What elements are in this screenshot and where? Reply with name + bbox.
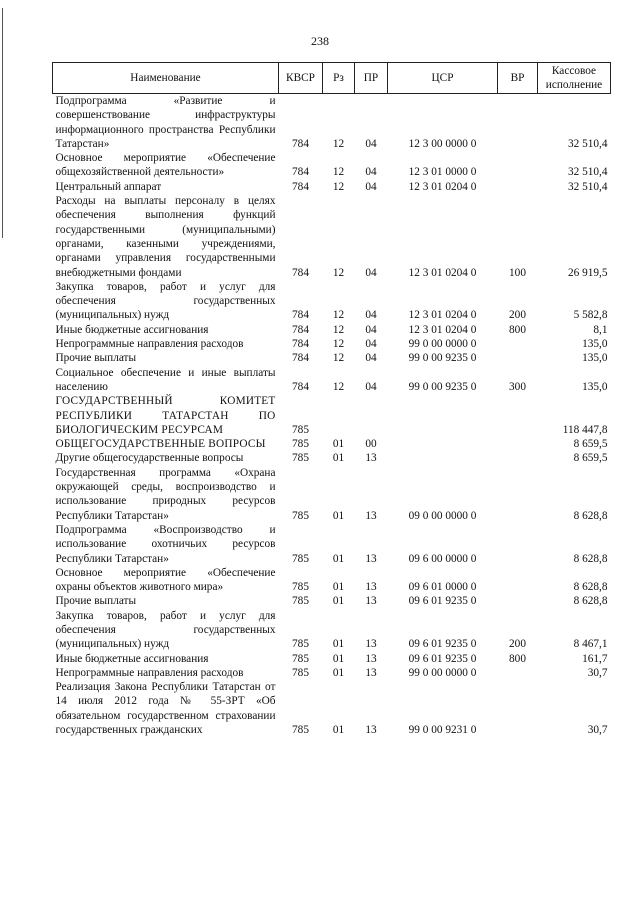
row-csr: 99 0 00 9235 0 bbox=[408, 380, 477, 393]
row-name: Иные бюджетные ассигнования bbox=[55, 652, 209, 665]
table-row bbox=[53, 180, 611, 194]
row-vr: 100 bbox=[509, 266, 526, 279]
table-row bbox=[53, 366, 611, 395]
row-csr: 12 3 00 0000 0 bbox=[408, 137, 477, 150]
row-pr: 04 bbox=[365, 137, 377, 150]
row-amount: 161,7 bbox=[582, 652, 608, 665]
budget-execution-table bbox=[52, 62, 611, 737]
row-pr: 13 bbox=[365, 581, 377, 594]
row-rz: 12 bbox=[332, 266, 345, 279]
table-row bbox=[53, 609, 611, 652]
row-vr bbox=[498, 466, 538, 523]
row-amount: 8 628,8 bbox=[573, 509, 608, 522]
row-vr bbox=[498, 180, 538, 194]
row-vr bbox=[498, 151, 538, 180]
row-pr: 13 bbox=[365, 552, 377, 565]
header-csr: ЦСР bbox=[388, 63, 498, 94]
row-csr: 99 0 00 0000 0 bbox=[408, 666, 477, 679]
row-csr bbox=[388, 437, 498, 451]
row-vr bbox=[498, 94, 538, 152]
table-body bbox=[53, 94, 611, 738]
row-pr: 00 bbox=[365, 438, 377, 451]
table-row bbox=[53, 666, 611, 680]
row-pr: 04 bbox=[365, 309, 377, 322]
row-vr: 300 bbox=[509, 380, 526, 393]
row-name: Непрограммные направления расходов bbox=[55, 338, 244, 351]
row-pr: 13 bbox=[365, 509, 377, 522]
row-csr: 09 0 00 0000 0 bbox=[408, 509, 477, 522]
row-kvsr: 785 bbox=[292, 666, 309, 679]
row-rz: 12 bbox=[332, 338, 345, 351]
row-name: Государственная программа «Охрана окружающей среды, воспроизводство и использование природных ресурсов Республики Татарстан» bbox=[55, 466, 276, 522]
row-rz: 01 bbox=[332, 438, 345, 451]
row-amount: 8 628,8 bbox=[573, 581, 608, 594]
row-name: Иные бюджетные ассигнования bbox=[55, 323, 209, 336]
row-kvsr: 785 bbox=[292, 452, 309, 465]
row-kvsr: 785 bbox=[292, 438, 309, 451]
row-rz bbox=[323, 394, 355, 437]
row-kvsr: 784 bbox=[292, 166, 309, 179]
row-vr bbox=[498, 523, 538, 566]
row-vr bbox=[498, 351, 538, 365]
row-pr: 04 bbox=[365, 180, 377, 193]
row-csr: 12 3 01 0204 0 bbox=[408, 266, 477, 279]
row-kvsr: 784 bbox=[292, 352, 309, 365]
row-amount: 8 628,8 bbox=[573, 552, 608, 565]
row-amount: 8 467,1 bbox=[573, 638, 608, 651]
row-pr bbox=[355, 394, 388, 437]
row-pr: 04 bbox=[365, 323, 377, 336]
row-rz: 01 bbox=[332, 552, 345, 565]
row-rz: 01 bbox=[332, 581, 345, 594]
row-amount: 26 919,5 bbox=[567, 266, 608, 279]
row-csr: 12 3 01 0204 0 bbox=[408, 180, 477, 193]
row-kvsr: 785 bbox=[292, 581, 309, 594]
table-header-row bbox=[53, 63, 611, 94]
row-vr bbox=[498, 451, 538, 465]
row-kvsr: 785 bbox=[292, 509, 309, 522]
row-pr: 13 bbox=[365, 666, 377, 679]
row-pr: 13 bbox=[365, 595, 377, 608]
row-kvsr: 784 bbox=[292, 137, 309, 150]
header-name: Наименование bbox=[53, 63, 279, 94]
row-pr: 04 bbox=[365, 352, 377, 365]
row-kvsr: 784 bbox=[292, 323, 309, 336]
row-pr: 13 bbox=[365, 724, 377, 737]
row-rz: 01 bbox=[332, 638, 345, 651]
row-name: Другие общегосударственные вопросы bbox=[55, 452, 244, 465]
row-pr: 13 bbox=[365, 452, 377, 465]
row-name: Социальное обеспечение и иные выплаты населению bbox=[55, 366, 276, 393]
row-rz: 01 bbox=[332, 666, 345, 679]
row-name: Подпрограмма «Воспроизводство и использование охотничьих ресурсов Республики Татарстан» bbox=[55, 523, 276, 565]
row-rz: 12 bbox=[332, 166, 345, 179]
row-amount: 135,0 bbox=[582, 352, 608, 365]
page-number: 238 bbox=[311, 34, 329, 48]
row-name: Закупка товаров, работ и услуг для обеспечения государственных (муниципальных) нужд bbox=[55, 609, 276, 651]
row-kvsr: 784 bbox=[292, 338, 309, 351]
table-row bbox=[53, 323, 611, 337]
row-name: Прочие выплаты bbox=[55, 595, 137, 608]
row-rz: 12 bbox=[332, 137, 345, 150]
row-rz: 01 bbox=[332, 452, 345, 465]
row-csr: 09 6 01 9235 0 bbox=[408, 638, 477, 651]
row-kvsr: 785 bbox=[292, 652, 309, 665]
table-row bbox=[53, 337, 611, 351]
header-vr: ВР bbox=[498, 63, 538, 94]
row-kvsr: 785 bbox=[292, 724, 309, 737]
header-rz: Рз bbox=[323, 63, 355, 94]
row-name: Реализация Закона Республики Татарстан от 14 июля 2012 года № 55-ЗРТ «Об обязательном государственном страховании государственных гражданских bbox=[55, 681, 276, 737]
row-rz: 12 bbox=[332, 309, 345, 322]
row-rz: 01 bbox=[332, 652, 345, 665]
row-rz: 12 bbox=[332, 180, 345, 193]
table-row bbox=[53, 280, 611, 323]
row-amount: 118 447,8 bbox=[562, 423, 608, 436]
row-amount: 8 659,5 bbox=[573, 438, 608, 451]
row-csr: 99 0 00 0000 0 bbox=[408, 338, 477, 351]
table-row bbox=[53, 94, 611, 152]
row-kvsr: 785 bbox=[292, 595, 309, 608]
row-amount: 32 510,4 bbox=[567, 166, 608, 179]
row-pr: 04 bbox=[365, 380, 377, 393]
row-kvsr: 784 bbox=[292, 266, 309, 279]
row-name: Закупка товаров, работ и услуг для обеспечения государственных (муниципальных) нужд bbox=[55, 280, 276, 322]
row-pr: 04 bbox=[365, 266, 377, 279]
row-vr bbox=[498, 566, 538, 595]
table-row bbox=[53, 151, 611, 180]
row-vr bbox=[498, 666, 538, 680]
row-vr: 800 bbox=[509, 652, 526, 665]
row-vr bbox=[498, 394, 538, 437]
row-rz: 12 bbox=[332, 323, 345, 336]
row-name: ГОСУДАРСТВЕННЫЙ КОМИТЕТ РЕСПУБЛИКИ ТАТАРСТАН ПО БИОЛОГИЧЕСКИМ РЕСУРСАМ bbox=[55, 395, 276, 436]
row-vr: 200 bbox=[509, 638, 526, 651]
row-amount: 8,1 bbox=[593, 323, 608, 336]
row-csr bbox=[388, 451, 498, 465]
table-row bbox=[53, 652, 611, 666]
row-pr: 04 bbox=[365, 338, 377, 351]
row-rz: 01 bbox=[332, 724, 345, 737]
row-csr: 09 6 01 0000 0 bbox=[408, 581, 477, 594]
table-row bbox=[53, 523, 611, 566]
row-amount: 32 510,4 bbox=[567, 180, 608, 193]
row-name: Прочие выплаты bbox=[55, 352, 137, 365]
row-name: Расходы на выплаты персоналу в целях обеспечения выполнения функций государственными (муниципальными) органами, казенными учреждениями, органами управления государственными внебюджетными фондами bbox=[55, 195, 276, 279]
row-name: Основное мероприятие «Обеспечение охраны объектов животного мира» bbox=[55, 566, 276, 594]
header-pr: ПР bbox=[355, 63, 388, 94]
row-csr bbox=[388, 394, 498, 437]
row-rz: 12 bbox=[332, 380, 345, 393]
table-row bbox=[53, 466, 611, 523]
row-pr: 04 bbox=[365, 166, 377, 179]
row-csr: 09 6 00 0000 0 bbox=[408, 552, 477, 565]
table-row bbox=[53, 566, 611, 595]
row-rz: 12 bbox=[332, 352, 345, 365]
row-rz: 01 bbox=[332, 595, 345, 608]
row-name: ОБЩЕГОСУДАРСТВЕННЫЕ ВОПРОСЫ bbox=[55, 438, 266, 451]
row-name: Центральный аппарат bbox=[55, 180, 162, 193]
table-row bbox=[53, 194, 611, 280]
row-amount: 135,0 bbox=[582, 338, 608, 351]
row-kvsr: 784 bbox=[292, 380, 309, 393]
header-kvsr: КВСР bbox=[279, 63, 323, 94]
row-csr: 99 0 00 9235 0 bbox=[408, 352, 477, 365]
row-amount: 32 510,4 bbox=[567, 137, 608, 150]
row-amount: 30,7 bbox=[587, 724, 608, 737]
row-name: Непрограммные направления расходов bbox=[55, 666, 244, 679]
row-kvsr: 784 bbox=[292, 309, 309, 322]
row-kvsr: 785 bbox=[292, 423, 309, 436]
row-csr: 09 6 01 9235 0 bbox=[408, 652, 477, 665]
row-pr: 13 bbox=[365, 652, 377, 665]
table-row bbox=[53, 394, 611, 437]
row-amount: 30,7 bbox=[587, 666, 608, 679]
row-csr: 12 3 01 0000 0 bbox=[408, 166, 477, 179]
row-vr bbox=[498, 680, 538, 737]
row-csr: 12 3 01 0204 0 bbox=[408, 323, 477, 336]
row-name: Подпрограмма «Развитие и совершенствование инфраструктуры информационного пространства Республики Татарстан» bbox=[55, 95, 276, 150]
table-row bbox=[53, 451, 611, 465]
table-row bbox=[53, 437, 611, 451]
header-amount: Кассовое исполнение bbox=[538, 63, 611, 94]
row-rz: 01 bbox=[332, 509, 345, 522]
row-amount: 8 628,8 bbox=[573, 595, 608, 608]
table-row bbox=[53, 594, 611, 608]
row-name: Основное мероприятие «Обеспечение общехозяйственной деятельности» bbox=[55, 152, 276, 179]
row-kvsr: 785 bbox=[292, 552, 309, 565]
row-pr: 13 bbox=[365, 638, 377, 651]
row-kvsr: 784 bbox=[292, 180, 309, 193]
row-amount: 8 659,5 bbox=[573, 452, 608, 465]
row-csr: 09 6 01 9235 0 bbox=[408, 595, 477, 608]
row-vr bbox=[498, 594, 538, 608]
row-amount: 5 582,8 bbox=[573, 309, 608, 322]
row-amount: 135,0 bbox=[582, 380, 608, 393]
row-vr: 800 bbox=[509, 323, 526, 336]
row-csr: 12 3 01 0204 0 bbox=[408, 309, 477, 322]
row-vr bbox=[498, 437, 538, 451]
table-row bbox=[53, 680, 611, 737]
table-row bbox=[53, 351, 611, 365]
row-vr bbox=[498, 337, 538, 351]
row-csr: 99 0 00 9231 0 bbox=[408, 724, 477, 737]
row-kvsr: 785 bbox=[292, 638, 309, 651]
row-vr: 200 bbox=[509, 309, 526, 322]
